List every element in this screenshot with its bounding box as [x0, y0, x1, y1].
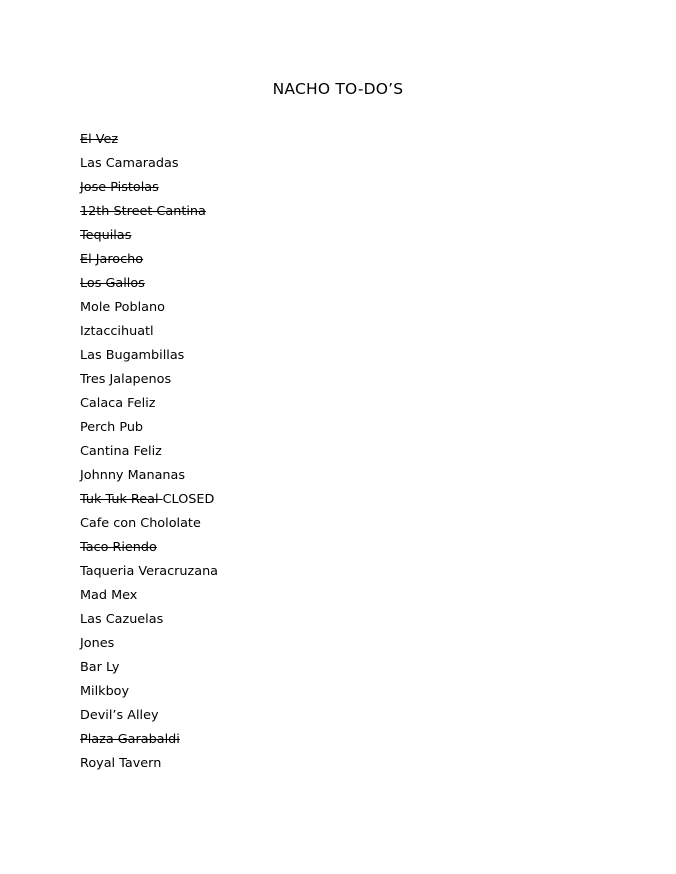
list-item	[80, 683, 218, 707]
list-item	[80, 251, 218, 275]
list-item	[80, 347, 218, 371]
list-item	[80, 227, 218, 251]
restaurant-name: Calaca Feliz	[80, 396, 156, 411]
list-item	[80, 539, 218, 563]
restaurant-name: El Vez	[80, 132, 119, 147]
list-item	[80, 419, 218, 443]
restaurant-name: Cafe con Chololate	[80, 516, 201, 531]
restaurant-name: Las Cazuelas	[80, 612, 164, 627]
restaurant-name: Bar Ly	[80, 660, 120, 675]
list-item	[80, 131, 218, 155]
restaurant-name: Devil’s Alley	[80, 708, 159, 723]
restaurant-name: Mole Poblano	[80, 300, 165, 315]
restaurant-name: Taco Riendo	[80, 540, 157, 555]
list-item	[80, 443, 218, 467]
list-item	[80, 731, 218, 755]
list-item	[80, 755, 218, 779]
list-item	[80, 659, 218, 683]
restaurant-name: Tequilas	[80, 228, 132, 243]
restaurant-name: Jose Pistolas	[80, 180, 159, 195]
restaurant-name: Tuk Tuk Real	[80, 492, 163, 507]
list-item	[80, 155, 218, 179]
list-item	[80, 395, 218, 419]
restaurant-name: Milkboy	[80, 684, 130, 699]
restaurant-name: Mad Mex	[80, 588, 138, 603]
document-title: NACHO TO-DO’S	[272, 80, 404, 98]
list-item	[80, 563, 218, 587]
list-item	[80, 635, 218, 659]
restaurant-name: Royal Tavern	[80, 756, 162, 771]
list-item	[80, 467, 218, 491]
restaurant-name: Plaza Garabaldi	[80, 732, 180, 747]
restaurant-name: Jones	[80, 636, 115, 651]
restaurant-name: Cantina Feliz	[80, 444, 162, 459]
list-item	[80, 491, 218, 515]
list-item	[80, 203, 218, 227]
list-item	[80, 587, 218, 611]
list-item	[80, 515, 218, 539]
restaurant-name: El Jarocho	[80, 252, 144, 267]
list-item	[80, 707, 218, 731]
list-item	[80, 179, 218, 203]
list-item	[80, 275, 218, 299]
restaurant-name: Johnny Mananas	[80, 468, 186, 483]
restaurant-name: Las Bugambillas	[80, 348, 185, 363]
restaurant-name: Taqueria Veracruzana	[80, 564, 219, 579]
restaurant-name: 12th Street Cantina	[80, 204, 206, 219]
restaurant-name: Tres Jalapenos	[80, 372, 172, 387]
restaurant-name: Las Camaradas	[80, 156, 179, 171]
restaurant-name: Iztaccihuatl	[80, 324, 154, 339]
restaurant-name: Perch Pub	[80, 420, 144, 435]
status-note: CLOSED	[162, 492, 215, 507]
list-item	[80, 323, 218, 347]
list-item	[80, 371, 218, 395]
restaurant-list	[80, 131, 218, 779]
list-item	[80, 611, 218, 635]
restaurant-name: Los Gallos	[80, 276, 145, 291]
list-item	[80, 299, 218, 323]
